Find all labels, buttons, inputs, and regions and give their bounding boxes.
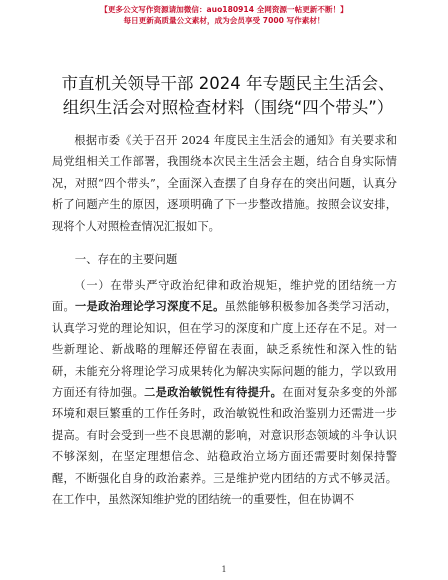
point-1-heading: 一是政治理论学习深度不足。 — [75, 299, 225, 314]
intro-text-part-2: 要求和局党组相关工作部署，我围绕本次民主生活会主题，结合自身实际情况，对照“四个带头”，全面深入查摆了自身存在的突出问题，认真分析了问题产生的原因，逐项明确了下一步整改措施。按照会议安排，现将个人对照检查情况汇报如下。 — [52, 134, 397, 233]
document-body — [52, 130, 397, 511]
promo-banner-line-2: 每日更新高质量公文素材，成为会员享受 7000 写作素材！ — [123, 16, 325, 25]
intro-paragraph — [52, 130, 397, 237]
point-2-heading: 二是政治敏锐性有待提升。 — [144, 385, 283, 400]
document-title: 市直机关领导干部 2024 年专题民主生活会、组织生活会对照检查材料（围绕“四个带头”） — [61, 74, 395, 117]
subsection-paragraph — [52, 275, 397, 510]
subsection-lead: （一）在带头严守政治纪律和政治规矩，维护党的团结统一方面。 — [52, 279, 397, 314]
section-heading: 一、存在的主要问题 — [74, 252, 178, 267]
intro-text-part-1: 根据市委《关于召开 2024 年度民主生活会的通知》有关 — [74, 134, 363, 147]
point-2-text: 在面对复杂多变的外部环境和艰巨繁重的工作任务时，政治敏锐性和政治鉴别力还需进一步提高。有时会受到一些不良思潮的影响，对意识形态领域的斗争认识不够深刻，在坚定理想信念、站稳政治立场方面还需要时刻保持警醒，不断强化自身的政治素养。三是维护党内团结的方式不够灵活。在工作中，虽然深知维护党的团结统一的重要性，但在协调不 — [52, 386, 397, 507]
promo-banner-line-1: 【更多公文写作资源请加微信：auo180914 全网资源一帖更新不断！】 — [100, 5, 348, 14]
promo-banner — [0, 4, 448, 26]
point-1-text: 虽然能够积极参加各类学习活动，认真学习党的理论知识，但在学习的深度和广度上还存在不足。对一些新理论、新战略的理解还停留在表面，缺乏系统性和深入性的钻研，未能充分将理论学习成果转化为解决实际问题的能力，学以致用方面还有待加强。 — [52, 300, 397, 400]
page-number: 1 — [221, 565, 227, 574]
